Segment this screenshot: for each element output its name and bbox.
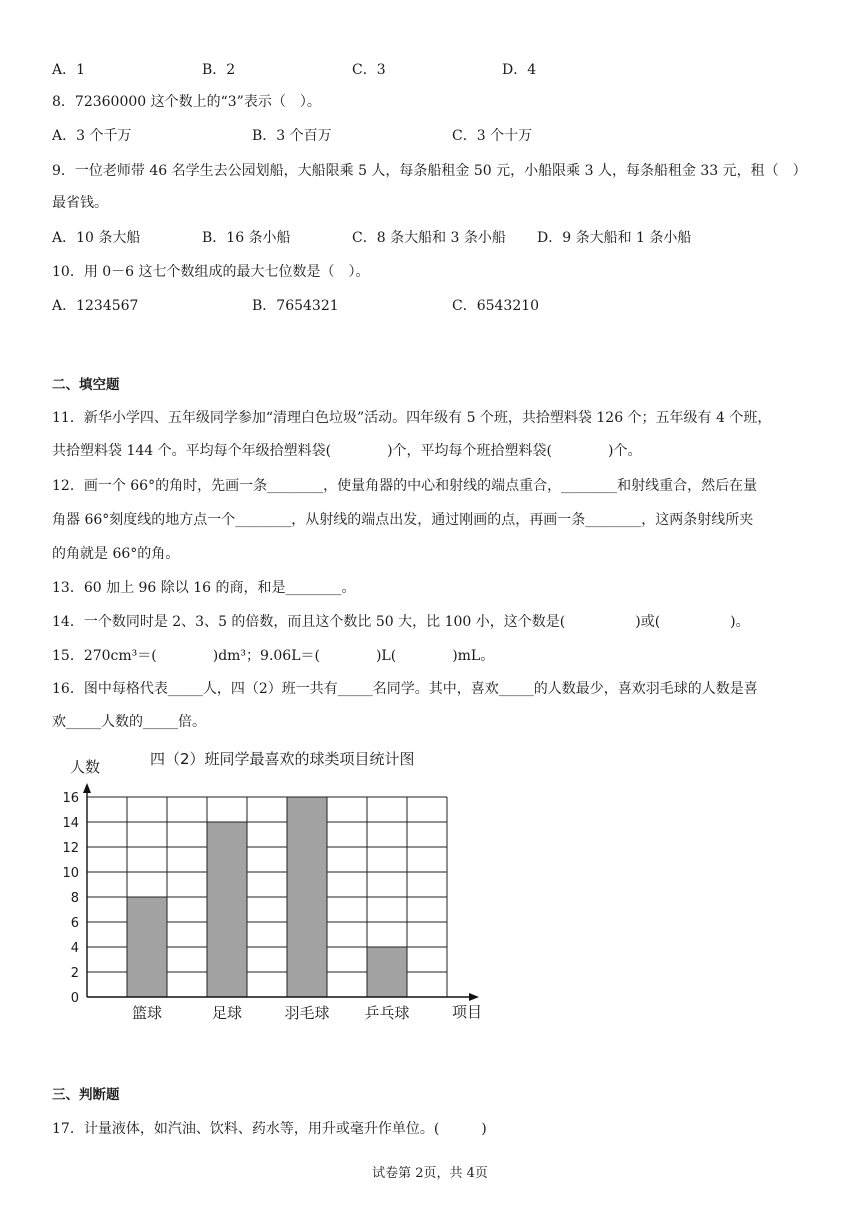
- q10-option-c: C．6543210: [452, 298, 540, 314]
- x-tick-label: 乒乓球: [364, 1004, 410, 1022]
- q8-option-c: C．3 个十万: [452, 128, 533, 144]
- bar-chart: [52, 742, 502, 1032]
- q14-stem: 14．一个数同时是 2、3、5 的倍数，而且这个数比 50 大，比 100 小，这个数是( )或( )。: [52, 614, 750, 630]
- q16-line1: 16．图中每格代表_____人，四（2）班一共有_____名同学。其中，喜欢_____的人数最少，喜欢羽毛球的人数是喜: [52, 681, 758, 697]
- bar-1: [127, 897, 167, 997]
- q9-option-c: C．8 条大船和 3 条小船: [352, 230, 506, 246]
- chart-title: 四（2）班同学最喜欢的球类项目统计图: [150, 750, 415, 768]
- q8-stem: 8．72360000 这个数上的“3”表示（ ）。: [52, 94, 321, 110]
- q16-line2: 欢_____人数的_____倍。: [52, 714, 206, 730]
- q11-line2: 共拾塑料袋 144 个。平均每个年级拾塑料袋( )个，平均每个班拾塑料袋( )个。: [52, 443, 642, 459]
- q10-option-a: A．1234567: [52, 298, 139, 314]
- y-tick-label: 8: [70, 891, 79, 906]
- bar-2: [207, 822, 247, 997]
- y-tick-label: 0: [70, 991, 79, 1006]
- x-axis-arrow: [469, 993, 479, 1001]
- page-footer: 试卷第 2页，共 4页: [372, 1166, 488, 1181]
- q9-option-a: A．10 条大船: [52, 230, 141, 246]
- q8-option-a: A．3 个千万: [52, 128, 132, 144]
- y-tick-label: 2: [70, 966, 79, 981]
- q15-stem: 15．270cm³＝( )dm³；9.06L＝( )L( )mL。: [52, 648, 495, 664]
- q12-line3: 的角就是 66°的角。: [52, 546, 180, 562]
- x-tick-label: 篮球: [131, 1004, 163, 1022]
- q10-stem: 10．用 0－6 这七个数组成的最大七位数是（ ）。: [52, 264, 370, 280]
- y-tick-label: 10: [62, 866, 79, 881]
- q13-stem: 13．60 加上 96 除以 16 的商，和是________。: [52, 580, 356, 596]
- x-tick-label: 羽毛球: [284, 1004, 330, 1022]
- q12-line1: 12．画一个 66°的角时，先画一条________，使量角器的中心和射线的端点重合，________和射线重合，然后在量: [52, 478, 758, 494]
- y-tick-label: 4: [70, 941, 79, 956]
- section-title-judgement: 三、判断题: [52, 1087, 120, 1103]
- q7-option-b: B．2: [202, 62, 236, 78]
- q9-option-d: D．9 条大船和 1 条小船: [537, 230, 692, 246]
- q10-option-b: B．7654321: [252, 298, 339, 314]
- y-tick-label: 6: [70, 916, 79, 931]
- q12-line2: 角器 66°刻度线的地方点一个________，从射线的端点出发，通过刚画的点，再画一条________，这两条射线所夹: [52, 512, 754, 528]
- q17-stem: 17．计量液体，如汽油、饮料、药水等，用升或毫升作单位。( ): [52, 1121, 487, 1137]
- bar-4: [367, 947, 407, 997]
- y-tick-label: 12: [62, 841, 79, 856]
- q7-option-a: A．1: [52, 62, 86, 78]
- bar-3: [287, 797, 327, 997]
- chart-xlabel: 项目: [452, 1003, 483, 1021]
- q9-stem-line2: 最省钱。: [52, 195, 108, 211]
- y-tick-label: 16: [62, 791, 79, 806]
- q7-option-d: D．4: [502, 62, 537, 78]
- q11-line1: 11．新华小学四、五年级同学参加“清理白色垃圾”活动。四年级有 5 个班，共拾塑料袋 126 个；五年级有 4 个班，: [52, 410, 772, 426]
- q7-option-c: C．3: [352, 62, 386, 78]
- q8-option-b: B．3 个百万: [252, 128, 332, 144]
- x-tick-label: 足球: [211, 1004, 243, 1022]
- q9-option-b: B．16 条小船: [202, 230, 291, 246]
- y-tick-label: 14: [62, 816, 79, 831]
- y-axis-arrow: [83, 783, 91, 793]
- chart-ylabel: 人数: [70, 758, 101, 776]
- q9-stem-line1: 9．一位老师带 46 名学生去公园划船，大船限乘 5 人，每条船租金 50 元，小船限乘 3 人，每条船租金 33 元，租（ ）: [52, 163, 807, 179]
- section-title-fill-in: 二、填空题: [52, 377, 120, 393]
